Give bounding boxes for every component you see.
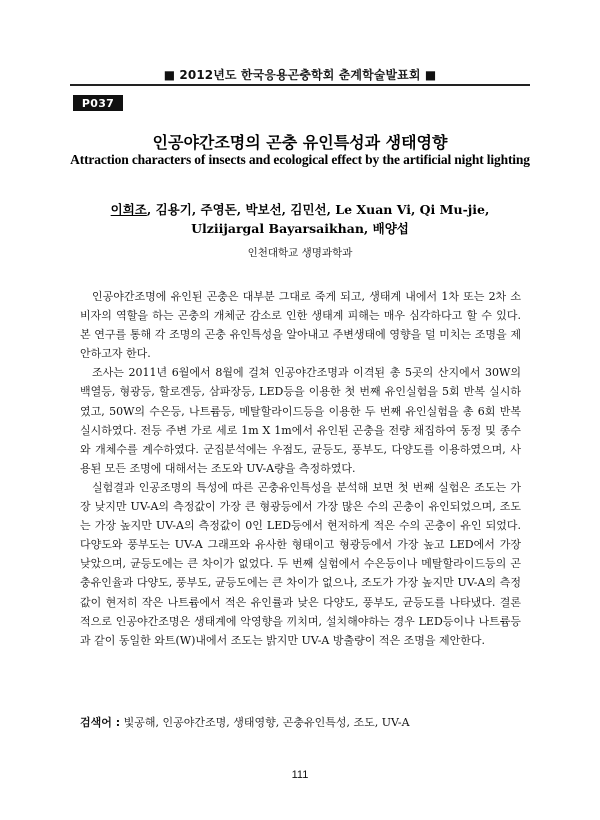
author-line-2: Ulziijargal Bayarsaikhan, 배양섭 xyxy=(191,221,409,236)
presenting-author: 이희조 xyxy=(110,202,147,217)
keywords xyxy=(80,714,521,730)
abstract-body xyxy=(80,287,521,650)
abstract-paragraph: 조사는 2011년 6월에서 8월에 걸쳐 인공야간조명과 이격된 총 5곳의 산지에서 30W의 백열등, 형광등, 할로겐등, 삼파장등, LED등을 이용한 첫 번째 유인실험을 5회 반복 실시하였고, 50W의 수은등, 나트륨등, 메탈할라이드등을 이용한 두 번째 유인실험을 총 6회 반복 실시하였다. 전등 주변 가로 세로 1m X 1m에서 유인된 곤충을 전량 채집하여 동정 및 종수와 개체수를 계수하였다. 군집분석에는 우점도, 균등도, 풍부도, 다양도를 이용하였으며, 사용된 모든 조명에 대해서는 조도와 UV-A량을 측정하였다. xyxy=(80,366,521,475)
keywords-text: 빛공해, 인공야간조명, 생태영향, 곤충유인특성, 조도, UV-A xyxy=(120,716,410,729)
conference-header: ■ 2012년도 한국응용곤충학회 춘계학술발표회 ■ xyxy=(163,68,437,82)
affiliation: 인천대학교 생명과학과 xyxy=(247,247,353,259)
page-number: 111 xyxy=(291,769,309,781)
title-korean: 인공야간조명의 곤충 유인특성과 생태영향 xyxy=(152,133,448,152)
keywords-label: 검색어 : xyxy=(80,716,121,729)
author-list xyxy=(70,200,530,238)
poster-id-badge: P037 xyxy=(73,95,123,111)
abstract-paragraph: 인공야간조명에 유인된 곤충은 대부분 그대로 죽게 되고, 생태계 내에서 1차 또는 2차 소비자의 역할을 하는 곤충의 개체군 감소로 인한 생태계 피해는 매우 심각하다고 할 수 있다. 본 연구를 통해 각 조명의 곤충 유인특성을 알아내고 주변생태에 영향을 덜 미치는 조명을 제안하고자 한다. xyxy=(80,290,521,361)
header-divider xyxy=(70,84,530,86)
title-english: Attraction characters of insects and ecological effect by the artificial night lighting xyxy=(70,152,530,167)
co-authors: , 김용기, 주영돈, 박보선, 김민선, Le Xuan Vi, Qi Mu-jie, xyxy=(146,202,490,217)
author-line-1 xyxy=(70,200,530,219)
abstract-paragraph: 실험결과 인공조명의 특성에 따른 곤충유인특성을 분석해 보면 첫 번째 실험은 조도는 가장 낮지만 UV-A의 측정값이 가장 큰 형광등에서 가장 많은 수의 곤충이 유인되었으며, 조도는 가장 높지만 UV-A의 측정값이 0인 LED등에서 현저하게 적은 수의 곤충이 유인 되었다. 다양도와 풍부도는 UV-A 그래프와 유사한 형태이고 형광등에서 가장 높고 LED에서 가장 낮았으며, 균등도에는 큰 차이가 없었다. 두 번째 실험에서 수은등이나 메탈할라이드등의 곤충유인율과 다양도, 풍부도, 균등도에는 큰 차이가 없으나, 조도가 가장 높지만 UV-A의 측정값이 현저히 작은 나트륨에서 적은 유인률과 낮은 다양도, 풍부도, 균등도를 나타냈다. 결론적으로 인공야간조명은 생태계에 악영향을 끼치며, 설치해야하는 경우 LED등이나 나트륨등과 같이 동일한 와트(W)내에서 조도는 밝지만 UV-A 방출량이 적은 조명을 제안한다. xyxy=(80,480,521,647)
